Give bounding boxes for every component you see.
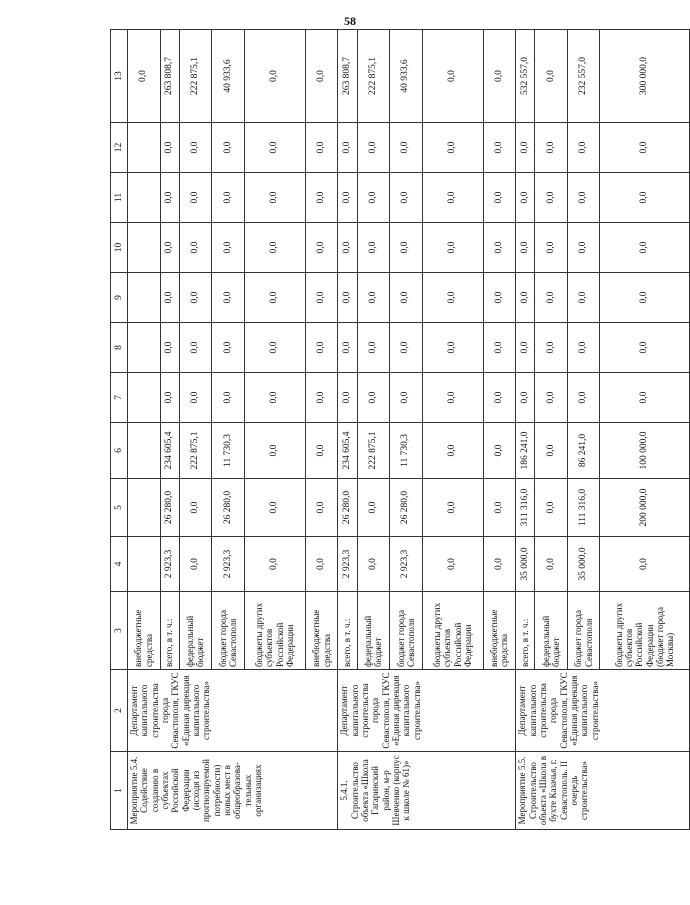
value-cell: 111 316,0 — [567, 479, 600, 537]
value-cell: 0,0 — [357, 537, 390, 592]
funding-source-cell: всего, в т. ч.: — [160, 592, 179, 670]
value-cell: 0,0 — [483, 30, 516, 123]
value-cell: 0,0 — [160, 273, 179, 323]
rotated-table-region — [110, 30, 690, 830]
value-cell: 0,0 — [357, 373, 390, 423]
value-cell: 0,0 — [160, 323, 179, 373]
funding-source-cell: федеральный бюджет — [535, 592, 568, 670]
value-cell: 0,0 — [160, 223, 179, 273]
value-cell: 0,0 — [535, 537, 568, 592]
value-cell — [128, 123, 161, 173]
value-cell: 2 923,3 — [212, 537, 245, 592]
value-cell: 0,0 — [244, 173, 305, 223]
column-number: 11 — [111, 173, 128, 223]
value-cell: 0,0 — [567, 123, 600, 173]
table-body — [128, 30, 690, 830]
value-cell: 0,0 — [179, 323, 212, 373]
column-number: 8 — [111, 323, 128, 373]
value-cell: 0,0 — [516, 123, 535, 173]
value-cell: 234 605,4 — [338, 423, 357, 479]
value-cell: 0,0 — [338, 173, 357, 223]
value-cell: 0,0 — [244, 30, 305, 123]
column-numbers-row — [111, 30, 128, 830]
measure-cell: Мероприятие 5.5. Строительство объекта «Школа в бухте Казачья, г. Севастополь. II очередь строительства» — [516, 752, 690, 830]
value-cell: 0,0 — [179, 373, 212, 423]
value-cell: 0,0 — [390, 373, 423, 423]
column-number: 5 — [111, 479, 128, 537]
value-cell: 0,0 — [305, 173, 338, 223]
measure-cell: 5.4.1. Строительство объекта «Школа Гагаринский район, м-р Шевченко (корпус к школе № 61)» — [338, 752, 516, 830]
value-cell: 0,0 — [390, 223, 423, 273]
value-cell: 0,0 — [600, 323, 690, 373]
value-cell: 0,0 — [305, 479, 338, 537]
value-cell: 0,0 — [600, 373, 690, 423]
value-cell: 0,0 — [160, 173, 179, 223]
value-cell: 0,0 — [357, 323, 390, 373]
value-cell: 0,0 — [535, 173, 568, 223]
value-cell: 0,0 — [244, 479, 305, 537]
value-cell: 0,0 — [600, 173, 690, 223]
value-cell: 0,0 — [357, 173, 390, 223]
value-cell: 0,0 — [567, 373, 600, 423]
executor-cell: Департамент капитального строительства города Севастополя, ГКУС «Единая дирекция капитального строительства» — [128, 670, 338, 752]
value-cell: 0,0 — [567, 323, 600, 373]
value-cell: 0,0 — [160, 123, 179, 173]
value-cell: 0,0 — [422, 479, 483, 537]
value-cell: 0,0 — [390, 123, 423, 173]
value-cell: 35 000,0 — [516, 537, 535, 592]
funding-source-cell: бюджеты других субъектов Российской Федерации — [244, 592, 305, 670]
value-cell: 0,0 — [422, 30, 483, 123]
value-cell: 0,0 — [305, 373, 338, 423]
funding-source-cell: бюджет города Севастополя — [212, 592, 245, 670]
value-cell: 0,0 — [357, 123, 390, 173]
value-cell: 0,0 — [483, 373, 516, 423]
value-cell: 0,0 — [244, 537, 305, 592]
funding-source-cell: всего, в т. ч.: — [516, 592, 535, 670]
value-cell: 222 875,1 — [179, 30, 212, 123]
value-cell: 222 875,1 — [357, 30, 390, 123]
value-cell: 0,0 — [244, 373, 305, 423]
value-cell: 0,0 — [212, 173, 245, 223]
value-cell: 40 933,6 — [212, 30, 245, 123]
funding-source-cell: всего, в т. ч.: — [338, 592, 357, 670]
funding-source-cell: бюджет города Севастополя — [567, 592, 600, 670]
value-cell: 2 923,3 — [160, 537, 179, 592]
value-cell: 0,0 — [244, 423, 305, 479]
value-cell: 222 875,1 — [357, 423, 390, 479]
value-cell: 232 557,0 — [567, 30, 600, 123]
funding-source-cell: федеральный бюджет — [357, 592, 390, 670]
value-cell: 0,0 — [244, 273, 305, 323]
value-cell: 0,0 — [516, 273, 535, 323]
value-cell: 0,0 — [483, 223, 516, 273]
table-row — [338, 30, 357, 830]
value-cell: 0,0 — [212, 223, 245, 273]
value-cell: 0,0 — [422, 173, 483, 223]
column-number: 6 — [111, 423, 128, 479]
value-cell: 532 557,0 — [516, 30, 535, 123]
funding-source-cell: внебюджетные средства — [128, 592, 161, 670]
value-cell: 0,0 — [535, 479, 568, 537]
value-cell: 0,0 — [305, 30, 338, 123]
value-cell: 0,0 — [600, 273, 690, 323]
column-number: 7 — [111, 373, 128, 423]
value-cell: 263 808,7 — [338, 30, 357, 123]
measure-cell: Мероприятие 5.4. Содействие созданию в субъектах Российской Федерации (исходя из прогнозируемой потребности) новых мест в общеобразова-тельных организациях — [128, 752, 338, 830]
value-cell: 11 730,3 — [212, 423, 245, 479]
value-cell: 0,0 — [305, 223, 338, 273]
column-number: 13 — [111, 30, 128, 123]
value-cell: 0,0 — [535, 323, 568, 373]
funding-source-cell: внебюджетные средства — [305, 592, 338, 670]
value-cell: 234 605,4 — [160, 423, 179, 479]
value-cell: 0,0 — [516, 323, 535, 373]
value-cell: 0,0 — [600, 123, 690, 173]
value-cell: 11 730,3 — [390, 423, 423, 479]
table-row — [128, 30, 161, 830]
funding-table — [110, 29, 690, 830]
value-cell: 0,0 — [535, 373, 568, 423]
value-cell: 0,0 — [422, 273, 483, 323]
value-cell: 0,0 — [160, 373, 179, 423]
value-cell: 0,0 — [357, 273, 390, 323]
value-cell: 0,0 — [212, 273, 245, 323]
value-cell: 0,0 — [422, 123, 483, 173]
value-cell: 0,0 — [422, 537, 483, 592]
value-cell: 0,0 — [390, 173, 423, 223]
column-number: 1 — [111, 752, 128, 830]
funding-source-cell: внебюджетные средства — [483, 592, 516, 670]
value-cell: 0,0 — [422, 373, 483, 423]
value-cell: 0,0 — [305, 537, 338, 592]
value-cell: 0,0 — [305, 273, 338, 323]
column-number: 3 — [111, 592, 128, 670]
value-cell: 222 875,1 — [179, 423, 212, 479]
executor-cell: Департамент капитального строительства города Севастополя, ГКУС «Единая дирекция капитального строительства» — [516, 670, 690, 752]
value-cell: 0,0 — [483, 123, 516, 173]
executor-cell: Департамент капитального строительства города Севастополя, ГКУС «Единая дирекция капитального строительства» — [338, 670, 516, 752]
value-cell: 0,0 — [483, 173, 516, 223]
value-cell: 0,0 — [179, 123, 212, 173]
value-cell: 0,0 — [212, 323, 245, 373]
value-cell: 0,0 — [179, 537, 212, 592]
value-cell: 0,0 — [567, 273, 600, 323]
value-cell: 0,0 — [390, 273, 423, 323]
value-cell — [128, 537, 161, 592]
value-cell: 0,0 — [483, 423, 516, 479]
column-number: 10 — [111, 223, 128, 273]
value-cell: 0,0 — [305, 423, 338, 479]
value-cell: 0,0 — [535, 30, 568, 123]
value-cell: 0,0 — [179, 479, 212, 537]
value-cell: 0,0 — [244, 323, 305, 373]
column-number: 12 — [111, 123, 128, 173]
value-cell: 0,0 — [535, 223, 568, 273]
value-cell: 0,0 — [516, 173, 535, 223]
value-cell: 0,0 — [338, 223, 357, 273]
value-cell: 2 923,3 — [390, 537, 423, 592]
funding-source-cell: бюджеты других субъектов Российской Федерации — [422, 592, 483, 670]
value-cell: 0,0 — [244, 123, 305, 173]
value-cell: 0,0 — [535, 423, 568, 479]
funding-source-cell: федеральный бюджет — [179, 592, 212, 670]
value-cell: 26 280,0 — [390, 479, 423, 537]
value-cell: 0,0 — [422, 323, 483, 373]
column-number: 2 — [111, 670, 128, 752]
value-cell: 0,0 — [212, 373, 245, 423]
value-cell — [128, 323, 161, 373]
value-cell: 0,0 — [422, 223, 483, 273]
value-cell: 0,0 — [305, 323, 338, 373]
value-cell — [128, 223, 161, 273]
value-cell: 0,0 — [422, 423, 483, 479]
value-cell: 0,0 — [338, 123, 357, 173]
value-cell: 0,0 — [483, 537, 516, 592]
value-cell — [128, 479, 161, 537]
value-cell: 0,0 — [483, 323, 516, 373]
funding-source-cell: бюджеты других субъектов Российской Федерации (бюджет города Москвы) — [600, 592, 690, 670]
value-cell: 0,0 — [535, 273, 568, 323]
column-number: 4 — [111, 537, 128, 592]
value-cell: 263 808,7 — [160, 30, 179, 123]
value-cell: 40 933,6 — [390, 30, 423, 123]
column-number: 9 — [111, 273, 128, 323]
page-number: 58 — [344, 14, 356, 28]
value-cell: 311 316,0 — [516, 479, 535, 537]
value-cell: 0,0 — [357, 223, 390, 273]
value-cell: 0,0 — [179, 223, 212, 273]
value-cell: 0,0 — [212, 123, 245, 173]
funding-source-cell: бюджет города Севастополя — [390, 592, 423, 670]
value-cell: 0,0 — [483, 479, 516, 537]
value-cell: 26 280,0 — [338, 479, 357, 537]
value-cell: 0,0 — [179, 273, 212, 323]
value-cell: 0,0 — [600, 223, 690, 273]
value-cell: 26 280,0 — [212, 479, 245, 537]
value-cell — [128, 423, 161, 479]
value-cell: 35 000,0 — [567, 537, 600, 592]
value-cell: 0,0 — [244, 223, 305, 273]
value-cell: 100 000,0 — [600, 423, 690, 479]
value-cell: 0,0 — [516, 373, 535, 423]
value-cell: 300 000,0 — [600, 30, 690, 123]
value-cell: 0,0 — [516, 223, 535, 273]
value-cell: 200 000,0 — [600, 479, 690, 537]
value-cell — [128, 273, 161, 323]
value-cell: 0,0 — [305, 123, 338, 173]
value-cell — [128, 173, 161, 223]
value-cell: 0,0 — [535, 123, 568, 173]
value-cell: 0,0 — [128, 30, 161, 123]
value-cell: 0,0 — [567, 173, 600, 223]
value-cell: 0,0 — [390, 323, 423, 373]
value-cell — [128, 373, 161, 423]
value-cell: 0,0 — [600, 537, 690, 592]
value-cell: 0,0 — [179, 173, 212, 223]
value-cell: 26 280,0 — [160, 479, 179, 537]
value-cell: 0,0 — [483, 273, 516, 323]
value-cell: 86 241,0 — [567, 423, 600, 479]
value-cell: 0,0 — [338, 323, 357, 373]
value-cell: 0,0 — [338, 373, 357, 423]
table-row — [516, 30, 535, 830]
value-cell: 2 923,3 — [338, 537, 357, 592]
value-cell: 0,0 — [357, 479, 390, 537]
value-cell: 186 241,0 — [516, 423, 535, 479]
value-cell: 0,0 — [338, 273, 357, 323]
value-cell: 0,0 — [567, 223, 600, 273]
